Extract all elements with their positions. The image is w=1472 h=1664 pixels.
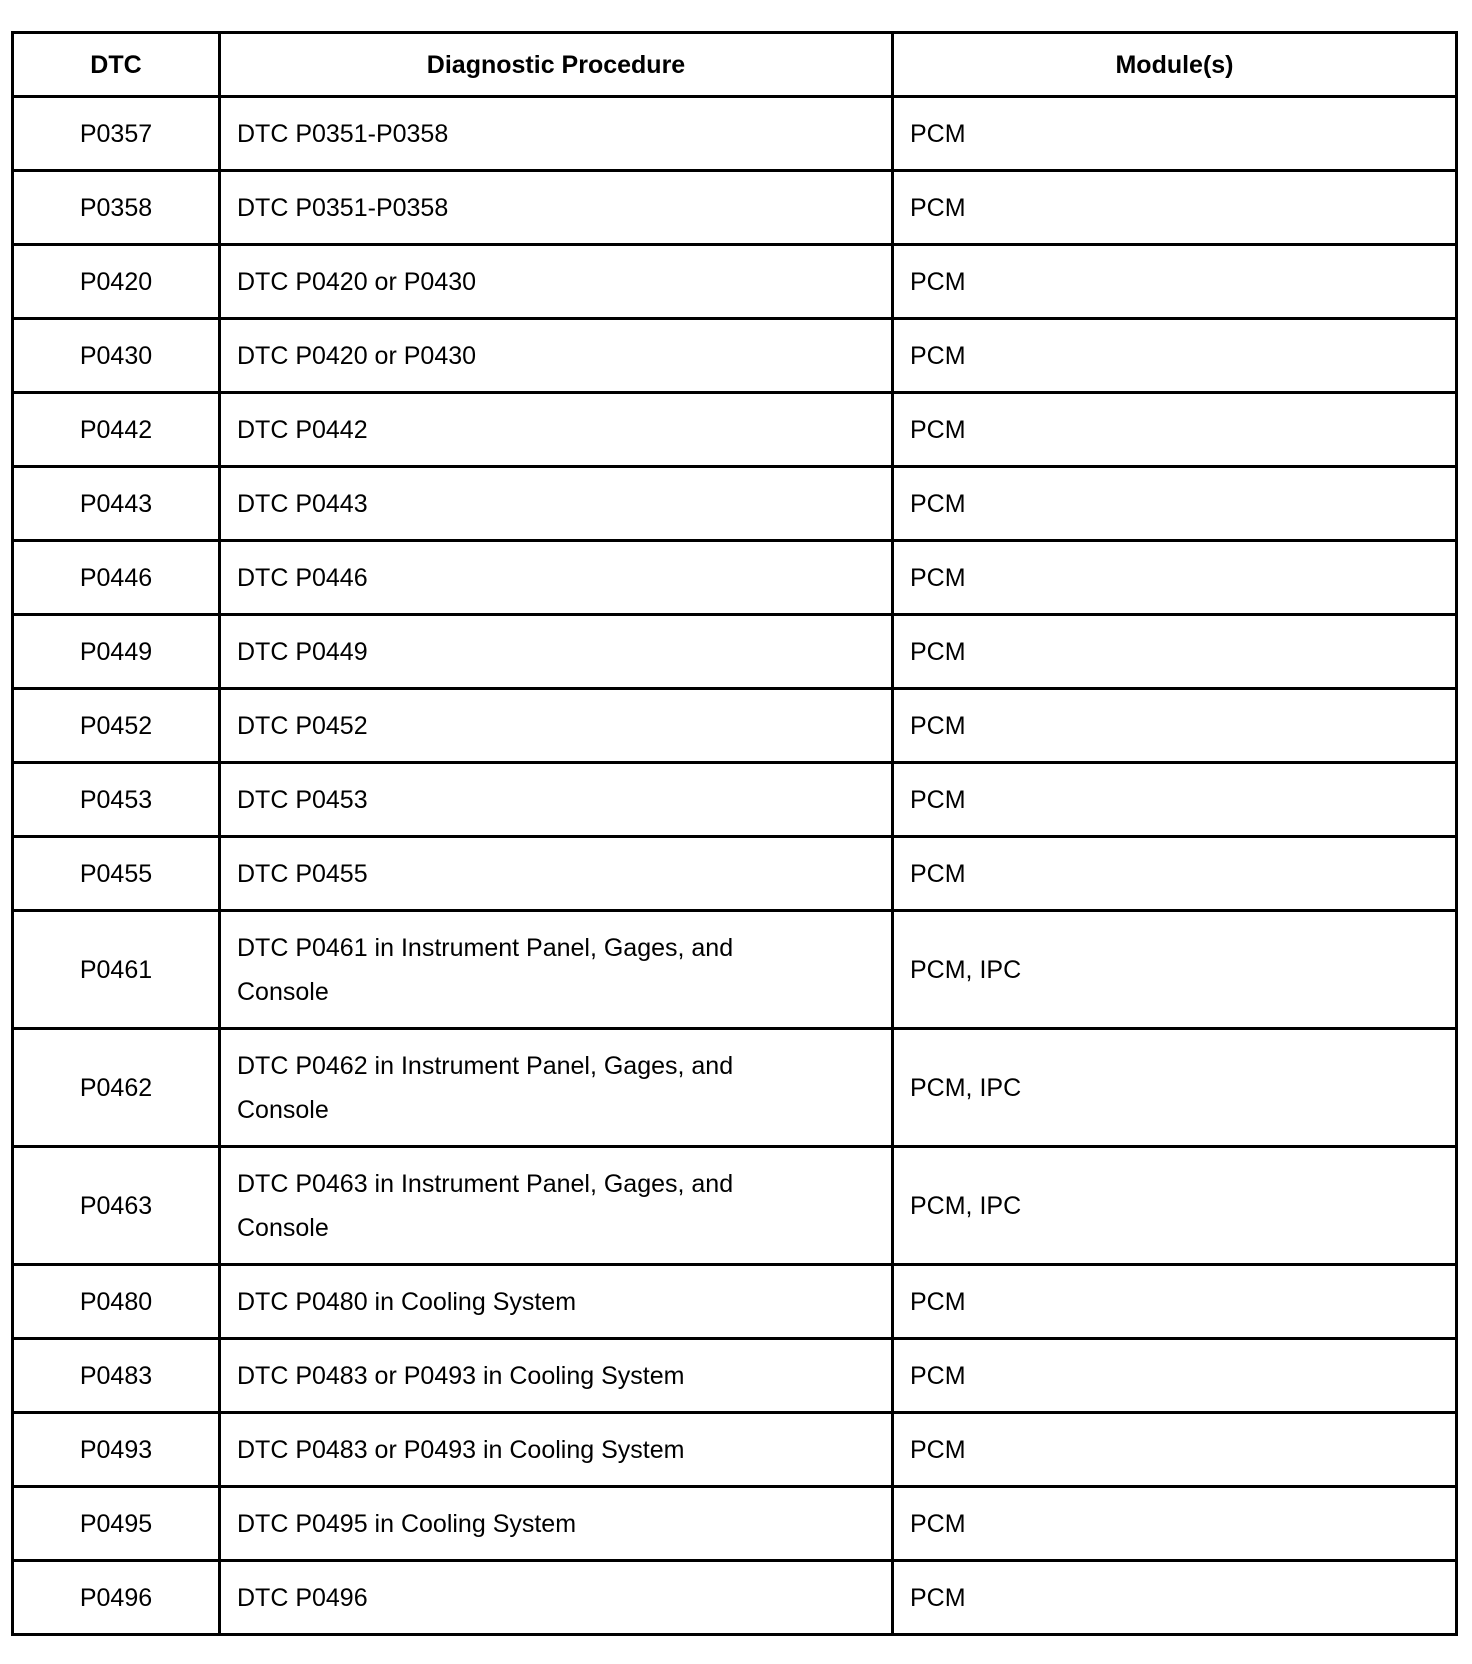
diagnostic-procedure: DTC P0446 bbox=[220, 541, 893, 615]
dtc-code: P0462 bbox=[13, 1029, 220, 1147]
modules: PCM bbox=[893, 319, 1457, 393]
modules: PCM bbox=[893, 541, 1457, 615]
dtc-code: P0493 bbox=[13, 1413, 220, 1487]
dtc-code: P0358 bbox=[13, 171, 220, 245]
modules: PCM bbox=[893, 837, 1457, 911]
table-body bbox=[13, 97, 1457, 1635]
table-row bbox=[13, 1029, 1457, 1147]
dtc-code: P0449 bbox=[13, 615, 220, 689]
modules: PCM bbox=[893, 1339, 1457, 1413]
modules: PCM, IPC bbox=[893, 1147, 1457, 1265]
dtc-code: P0420 bbox=[13, 245, 220, 319]
table-row bbox=[13, 97, 1457, 171]
table-row bbox=[13, 541, 1457, 615]
modules: PCM bbox=[893, 467, 1457, 541]
diagnostic-procedure: DTC P0455 bbox=[220, 837, 893, 911]
table-row bbox=[13, 1147, 1457, 1265]
table-row bbox=[13, 1265, 1457, 1339]
diagnostic-procedure: DTC P0449 bbox=[220, 615, 893, 689]
diagnostic-procedure: DTC P0483 or P0493 in Cooling System bbox=[220, 1339, 893, 1413]
dtc-code: P0495 bbox=[13, 1487, 220, 1561]
header-row bbox=[13, 33, 1457, 97]
diagnostic-procedure: DTC P0480 in Cooling System bbox=[220, 1265, 893, 1339]
table-row bbox=[13, 911, 1457, 1029]
table-row bbox=[13, 1561, 1457, 1635]
modules: PCM bbox=[893, 615, 1457, 689]
header-diagnostic-procedure: Diagnostic Procedure bbox=[220, 33, 893, 97]
modules: PCM, IPC bbox=[893, 1029, 1457, 1147]
diagnostic-procedure: DTC P0463 in Instrument Panel, Gages, and Console bbox=[220, 1147, 893, 1265]
table-row bbox=[13, 763, 1457, 837]
table-row bbox=[13, 171, 1457, 245]
diagnostic-procedure: DTC P0351-P0358 bbox=[220, 97, 893, 171]
dtc-code: P0463 bbox=[13, 1147, 220, 1265]
table-row bbox=[13, 1413, 1457, 1487]
modules: PCM bbox=[893, 393, 1457, 467]
modules: PCM bbox=[893, 1413, 1457, 1487]
table-row bbox=[13, 1487, 1457, 1561]
diagnostic-procedure: DTC P0443 bbox=[220, 467, 893, 541]
table-row bbox=[13, 393, 1457, 467]
dtc-code: P0442 bbox=[13, 393, 220, 467]
header-dtc: DTC bbox=[13, 33, 220, 97]
table-row bbox=[13, 1339, 1457, 1413]
diagnostic-procedure: DTC P0453 bbox=[220, 763, 893, 837]
diagnostic-procedure: DTC P0420 or P0430 bbox=[220, 245, 893, 319]
header-modules: Module(s) bbox=[893, 33, 1457, 97]
diagnostic-procedure: DTC P0496 bbox=[220, 1561, 893, 1635]
modules: PCM, IPC bbox=[893, 911, 1457, 1029]
modules: PCM bbox=[893, 245, 1457, 319]
dtc-code: P0430 bbox=[13, 319, 220, 393]
diagnostic-procedure: DTC P0461 in Instrument Panel, Gages, and Console bbox=[220, 911, 893, 1029]
diagnostic-procedure: DTC P0452 bbox=[220, 689, 893, 763]
table-header bbox=[13, 33, 1457, 97]
dtc-code: P0455 bbox=[13, 837, 220, 911]
dtc-code: P0446 bbox=[13, 541, 220, 615]
diagnostic-procedure: DTC P0462 in Instrument Panel, Gages, and Console bbox=[220, 1029, 893, 1147]
modules: PCM bbox=[893, 97, 1457, 171]
diagnostic-procedure: DTC P0351-P0358 bbox=[220, 171, 893, 245]
table-row bbox=[13, 615, 1457, 689]
modules: PCM bbox=[893, 763, 1457, 837]
dtc-code: P0461 bbox=[13, 911, 220, 1029]
modules: PCM bbox=[893, 1487, 1457, 1561]
dtc-code: P0452 bbox=[13, 689, 220, 763]
table-row bbox=[13, 689, 1457, 763]
dtc-code: P0357 bbox=[13, 97, 220, 171]
table-row bbox=[13, 837, 1457, 911]
dtc-table bbox=[11, 31, 1458, 1636]
dtc-code: P0483 bbox=[13, 1339, 220, 1413]
diagnostic-procedure: DTC P0495 in Cooling System bbox=[220, 1487, 893, 1561]
modules: PCM bbox=[893, 1265, 1457, 1339]
diagnostic-procedure: DTC P0442 bbox=[220, 393, 893, 467]
dtc-code: P0453 bbox=[13, 763, 220, 837]
diagnostic-procedure: DTC P0420 or P0430 bbox=[220, 319, 893, 393]
table-row bbox=[13, 245, 1457, 319]
dtc-code: P0496 bbox=[13, 1561, 220, 1635]
dtc-code: P0443 bbox=[13, 467, 220, 541]
table-row bbox=[13, 467, 1457, 541]
dtc-code: P0480 bbox=[13, 1265, 220, 1339]
table-row bbox=[13, 319, 1457, 393]
modules: PCM bbox=[893, 171, 1457, 245]
modules: PCM bbox=[893, 689, 1457, 763]
diagnostic-procedure: DTC P0483 or P0493 in Cooling System bbox=[220, 1413, 893, 1487]
modules: PCM bbox=[893, 1561, 1457, 1635]
